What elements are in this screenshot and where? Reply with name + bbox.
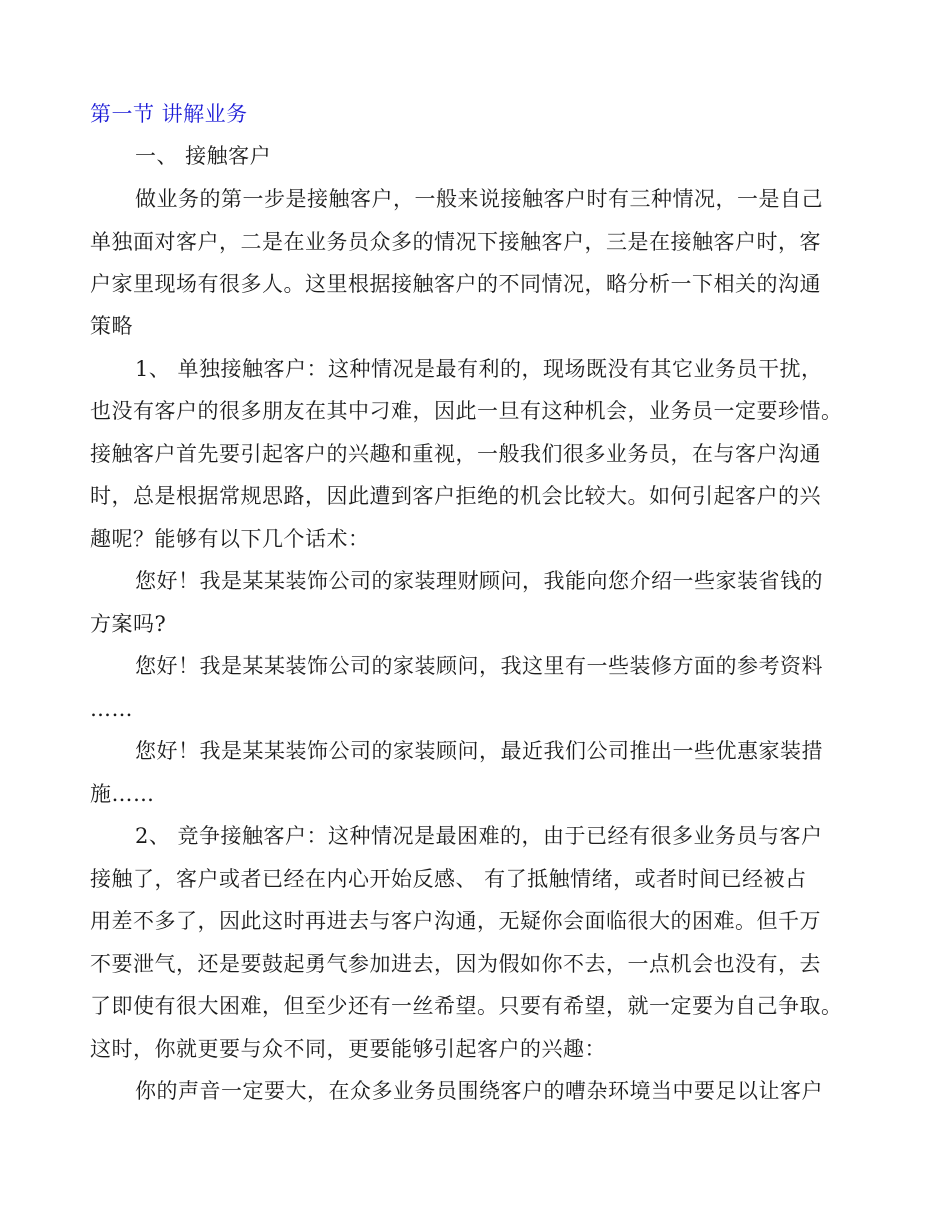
text-line: 单独面对客户，二是在业务员众多的情况下接触客户，三是在接触客户时，客	[90, 230, 821, 254]
text-line: 趣呢？能够有以下几个话术：	[90, 527, 370, 551]
text-line: 1、 单独接触客户：这种情况是最有利的，现场既没有其它业务员干扰，	[135, 357, 823, 381]
text-line: 策略	[90, 314, 133, 338]
text-line: 您好！我是某某装饰公司的家装顾问，我这里有一些装修方面的参考资料	[135, 654, 823, 678]
text-line: 了即使有很大困难，但至少还有一丝希望。只要有希望，就一定要为自己争取。	[90, 994, 843, 1018]
text-line: 您好！我是某某装饰公司的家装顾问，最近我们公司推出一些优惠家装措	[135, 739, 823, 763]
text-line: 你的声音一定要大，在众多业务员围绕客户的嘈杂环境当中要足以让客户	[135, 1079, 823, 1103]
text-line: 接触了，客户或者已经在内心开始反感、 有了抵触情绪，或者时间已经被占	[90, 867, 807, 891]
text-line: 做业务的第一步是接触客户，一般来说接触客户时有三种情况，一是自己	[135, 187, 823, 211]
text-line: 2、 竞争接触客户：这种情况是最困难的，由于已经有很多业务员与客户	[135, 824, 823, 848]
text-line: 方案吗?	[90, 612, 167, 636]
text-line: 也没有客户的很多朋友在其中刁难，因此一旦有这种机会，业务员一定要珍惜。	[90, 399, 843, 423]
text-line: 施……	[90, 782, 155, 806]
text-line: 您好！我是某某装饰公司的家装理财顾问，我能向您介绍一些家装省钱的	[135, 569, 823, 593]
section-title: 第一节 讲解业务	[90, 102, 248, 126]
text-line: 时，总是根据常规思路，因此遭到客户拒绝的机会比较大。如何引起客户的兴	[90, 484, 821, 508]
text-line: 不要泄气，还是要鼓起勇气参加进去，因为假如你不去，一点机会也没有，去	[90, 952, 821, 976]
text-line: 这时，你就更要与众不同，更要能够引起客户的兴趣：	[90, 1037, 606, 1061]
heading: 一、 接触客户	[135, 144, 272, 168]
text-line: 户家里现场有很多人。这里根据接触客户的不同情况，略分析一下相关的沟通	[90, 272, 821, 296]
text-line: ……	[90, 697, 133, 721]
text-line: 接触客户首先要引起客户的兴趣和重视，一般我们很多业务员，在与客户沟通	[90, 442, 821, 466]
text-line: 用差不多了，因此这时再进去与客户沟通，无疑你会面临很大的困难。但千万	[90, 909, 821, 933]
